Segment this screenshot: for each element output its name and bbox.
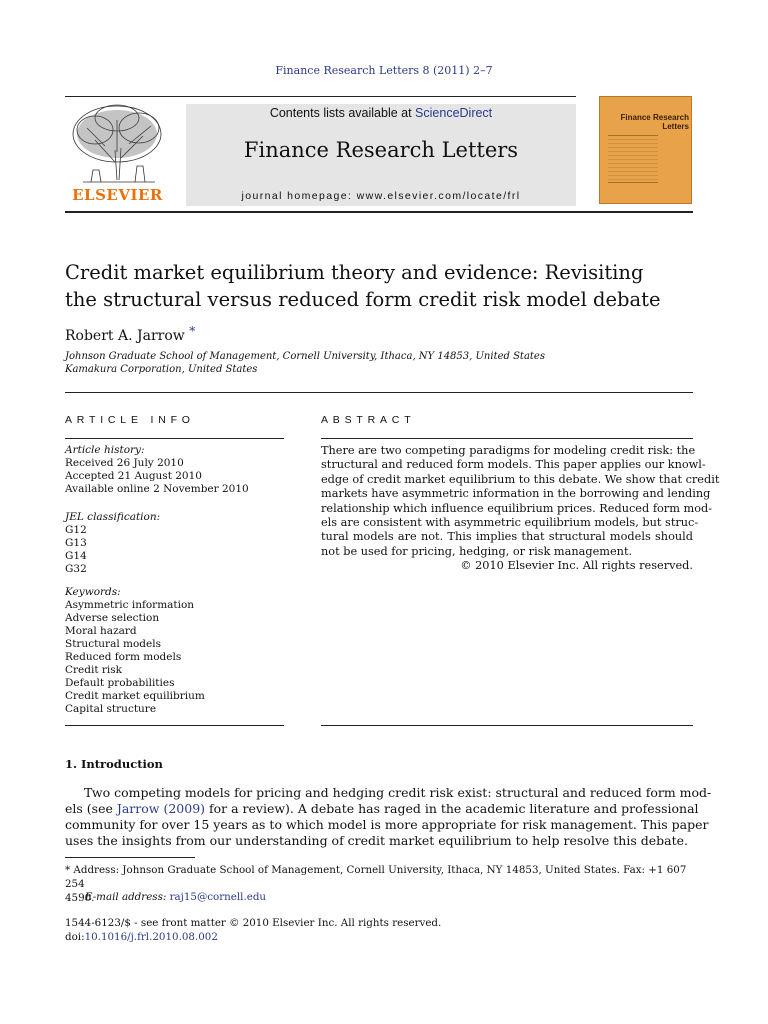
article-title-line2: the structural versus reduced form credit risk model debate (65, 288, 661, 311)
article-history (65, 444, 249, 496)
doi-prefix: doi: (65, 931, 85, 943)
cover-title-line1: Finance Research (620, 113, 689, 122)
journal-homepage[interactable]: journal homepage: www.elsevier.com/locate/frl (241, 190, 521, 202)
keywords-label: Keywords: (65, 586, 121, 598)
cover-title (604, 113, 689, 131)
journal-title: Finance Research Letters (243, 138, 519, 162)
jel-code: G13 (65, 537, 87, 549)
author-footnote-mark[interactable]: * (189, 324, 196, 338)
article-title-line1: Credit market equilibrium theory and evidence: Revisiting (65, 261, 644, 284)
introduction-line: uses the insights from our understanding of credit market equilibrium to help resolve this debate. (65, 833, 688, 848)
journal-cover-thumbnail (599, 96, 692, 204)
abstract-line: edge of credit market equilibrium to this debate. We show that credit (321, 472, 720, 486)
introduction-body (65, 785, 712, 849)
abstract-heading: ABSTRACT (321, 414, 416, 426)
introduction-line: community for over 15 years as to which model is more appropriate for risk management. This paper (65, 817, 709, 832)
doi-line (65, 931, 218, 943)
introduction-line (65, 801, 699, 817)
journal-citation[interactable]: Finance Research Letters 8 (2011) 2–7 (275, 64, 493, 77)
abstract-text (321, 444, 720, 559)
jel-code: G32 (65, 563, 87, 575)
history-item: Available online 2 November 2010 (65, 483, 249, 495)
email-label: E-mail address: (85, 891, 170, 903)
jel-classification (65, 511, 160, 576)
jarrow-2009-reference-link[interactable]: Jarrow (2009) (116, 801, 206, 816)
keywords (65, 586, 205, 716)
keyword-item: Credit market equilibrium (65, 690, 205, 702)
abstract-line: els are consistent with asymmetric equilibrium models, but struc- (321, 516, 699, 530)
abstract-rule-bottom (321, 725, 693, 726)
footnote-address-line: * Address: Johnson Graduate School of Management, Cornell University, Ithaca, NY 14853, United States. Fax: +1 607 254 (65, 864, 687, 890)
abstract-line: relationship which influence equilibrium prices. Reduced form mod- (321, 501, 713, 515)
intro-text-fragment: els (see (65, 801, 117, 816)
history-item: Received 26 July 2010 (65, 457, 184, 469)
history-label: Article history: (65, 444, 145, 456)
cover-title-line2: Letters (662, 122, 689, 131)
jel-label: JEL classification: (65, 511, 161, 523)
abstract-rule (321, 438, 693, 439)
introduction-line: Two competing models for pricing and hedging credit risk exist: structural and reduced form mod- (84, 785, 712, 800)
footnote-rule (65, 857, 195, 858)
cover-contents-lines (608, 135, 658, 183)
abstract-line: tural models are not. This implies that structural models should (321, 530, 693, 544)
abstract-line: markets have asymmetric information in the borrowing and lending (321, 487, 711, 501)
header-rule-top (65, 96, 576, 97)
sciencedirect-link[interactable]: ScienceDirect (415, 106, 493, 120)
abstract-copyright: © 2010 Elsevier Inc. All rights reserved. (460, 559, 693, 572)
keyword-item: Asymmetric information (65, 599, 195, 611)
doi-link[interactable]: 10.1016/j.frl.2010.08.002 (84, 931, 218, 943)
author (65, 324, 195, 344)
footnote-address-line: 4590. (65, 892, 95, 904)
keyword-item: Credit risk (65, 664, 123, 676)
elsevier-logo (65, 100, 170, 204)
affiliation-secondary: Kamakura Corporation, United States (65, 364, 258, 375)
journal-banner (186, 104, 576, 206)
abstract-line: There are two competing paradigms for modeling credit risk: the (321, 444, 696, 457)
author-email-link[interactable]: raj15@cornell.edu (169, 891, 267, 903)
abstract-line: not be used for pricing, hedging, or risk management. (321, 544, 633, 558)
article-info-rule-bottom (65, 725, 284, 726)
contents-prefix: Contents lists available at (269, 106, 416, 120)
article-info-rule (65, 438, 284, 439)
jel-code: G12 (65, 524, 87, 536)
keyword-item: Default probabilities (65, 677, 175, 689)
intro-text-fragment: for a review). A debate has raged in the academic literature and professional (205, 801, 699, 816)
author-name: Robert A. Jarrow (65, 328, 185, 344)
issn-line: 1544-6123/$ - see front matter © 2010 Elsevier Inc. All rights reserved. (65, 917, 442, 929)
keyword-item: Adverse selection (65, 612, 160, 624)
keyword-item: Structural models (65, 638, 161, 650)
keyword-item: Reduced form models (65, 651, 182, 663)
footnote-email (85, 891, 266, 903)
contents-availability (186, 106, 576, 120)
elsevier-wordmark: ELSEVIER (72, 186, 163, 204)
header-rule-bottom (65, 211, 693, 213)
article-info-heading: ARTICLE INFO (65, 414, 195, 426)
affiliation-primary: Johnson Graduate School of Management, Cornell University, Ithaca, NY 14853, United States (65, 351, 545, 362)
jel-code: G14 (65, 550, 87, 562)
article-title (65, 259, 705, 313)
keyword-item: Capital structure (65, 703, 157, 715)
section-rule (65, 392, 693, 393)
introduction-heading: 1. Introduction (65, 757, 163, 771)
history-item: Accepted 21 August 2010 (65, 470, 202, 482)
keyword-item: Moral hazard (65, 625, 137, 637)
abstract-line: structural and reduced form models. This paper applies our knowl- (321, 458, 706, 472)
